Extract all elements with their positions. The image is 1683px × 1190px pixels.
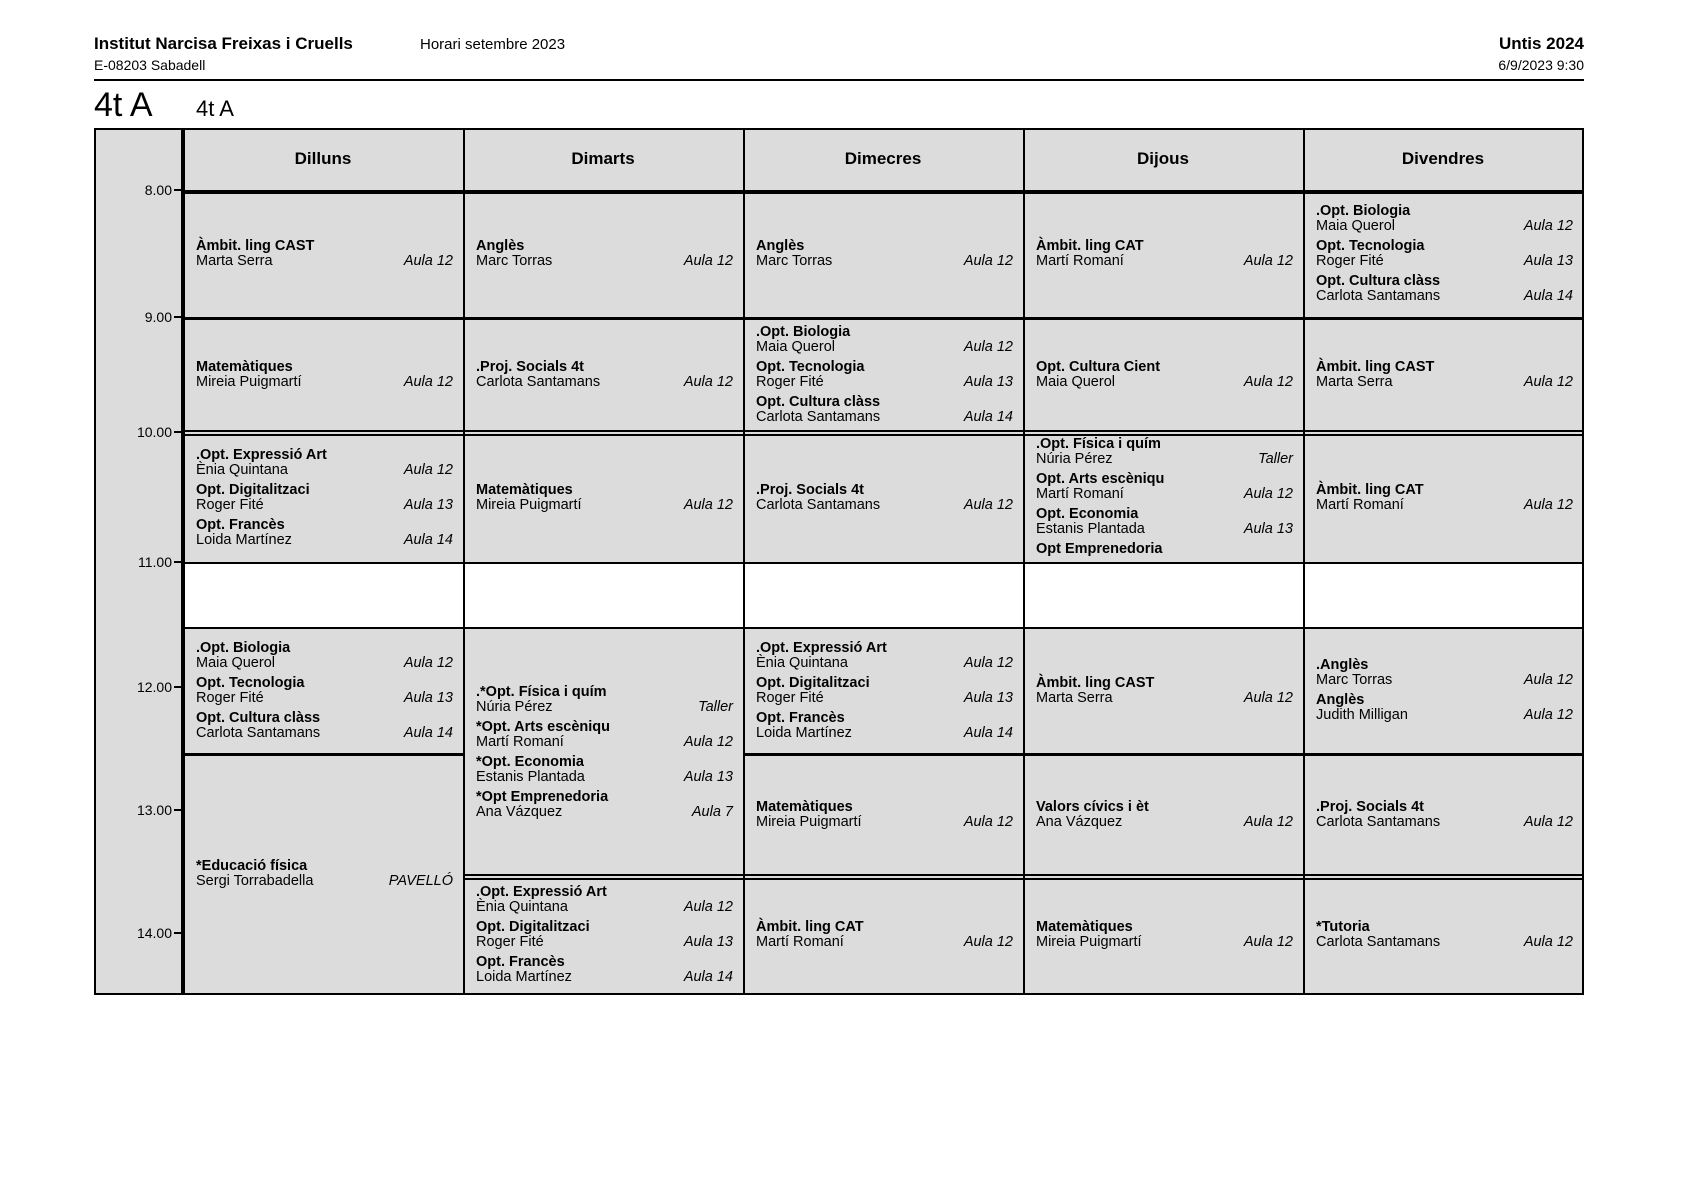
subject-name: Opt. Cultura Cient <box>1036 359 1161 375</box>
room-name: Aula 7 <box>691 803 733 820</box>
subject-name: *Opt. Economia <box>476 753 584 770</box>
lesson-cell <box>463 878 743 991</box>
lesson-cell <box>1023 878 1303 991</box>
teacher-name: Ana Vázquez <box>476 803 563 820</box>
lesson-cell <box>1023 434 1303 560</box>
teacher-name: Carlota Santamans <box>756 496 881 513</box>
teacher-name: Loida Martínez <box>476 969 572 985</box>
teacher-name: Martí Romaní <box>476 733 564 750</box>
lesson-entry <box>196 676 453 705</box>
lesson-entry <box>756 641 1013 670</box>
subject-name: Anglès <box>1316 692 1365 708</box>
school-name: Institut Narcisa Freixas i Cruells <box>94 34 353 53</box>
room-name: Aula 12 <box>963 934 1013 950</box>
room-name: Aula 12 <box>683 733 733 750</box>
lesson-cell <box>1303 319 1583 430</box>
room-name: Aula 12 <box>1523 934 1573 950</box>
subject-name: Àmbit. ling CAST <box>1036 674 1155 691</box>
teacher-name: Mireia Puigmartí <box>756 814 862 830</box>
teacher-name: Estanis Plantada <box>476 768 585 785</box>
subject-name: .Opt. Biologia <box>1316 203 1411 219</box>
room-name: Aula 12 <box>963 814 1013 830</box>
lesson-entry <box>1316 483 1573 512</box>
room-name: Aula 12 <box>1523 374 1573 390</box>
school-code: E-08203 Sabadell <box>94 57 206 73</box>
lesson-cell <box>743 319 1023 430</box>
subject-name: Àmbit. ling CAT <box>1316 481 1424 498</box>
lesson-cell <box>743 434 1023 560</box>
lesson-entry <box>476 483 733 512</box>
room-name: Aula 12 <box>403 461 453 478</box>
grid-line-h <box>743 753 1584 756</box>
subject-name: Anglès <box>476 238 525 254</box>
subject-name: Opt. Digitalitzaci <box>476 919 590 935</box>
class-subtitle: 4t A <box>196 96 234 121</box>
subject-name: Àmbit. ling CAST <box>1316 359 1435 375</box>
room-name: Aula 14 <box>403 531 453 548</box>
time-label: 13.00 <box>136 802 172 818</box>
room-name: PAVELLÓ <box>388 872 453 889</box>
lesson-cell <box>183 319 463 430</box>
lesson-cell <box>463 629 743 874</box>
grid-line-h <box>94 128 1584 130</box>
day-header-divendres: Divendres <box>1401 149 1485 168</box>
teacher-name: Marc Torras <box>476 253 553 269</box>
time-label: 9.00 <box>144 309 172 325</box>
grid-line-h <box>94 993 1584 995</box>
grid-line-h <box>181 753 464 756</box>
subject-name: Matemàtiques <box>756 799 853 815</box>
subject-name: .Opt. Biologia <box>196 639 291 656</box>
lesson-entry <box>1036 542 1293 557</box>
room-name: Aula 12 <box>1523 218 1573 234</box>
lesson-entry <box>756 483 1013 512</box>
subject-name: Opt. Tecnologia <box>756 359 865 375</box>
lesson-entry <box>476 955 733 984</box>
room-name: Aula 12 <box>1243 253 1293 269</box>
lesson-entry <box>1316 658 1573 687</box>
break-cell <box>1023 562 1303 627</box>
subject-name: *Educació física <box>196 857 308 874</box>
teacher-name: Maia Querol <box>756 339 835 355</box>
teacher-name: Núria Pérez <box>1036 451 1113 467</box>
room-name: Aula 12 <box>1243 486 1293 502</box>
grid-line-h <box>181 190 1584 194</box>
grid-line-h-double <box>181 430 1584 436</box>
lesson-cell <box>1023 192 1303 315</box>
grid-line-h <box>181 562 1584 564</box>
lesson-cell <box>743 878 1023 991</box>
subject-name: .Opt. Expressió Art <box>756 639 887 656</box>
subject-name: Opt. Tecnologia <box>1316 238 1425 254</box>
subject-name: *Opt. Arts escèniqu <box>476 718 611 735</box>
day-header-dilluns: Dilluns <box>294 149 352 168</box>
teacher-name: Martí Romaní <box>1316 496 1404 513</box>
lesson-cell <box>1023 319 1303 430</box>
room-name: Aula 13 <box>963 374 1013 390</box>
subject-name: *Tutoria <box>1316 919 1370 935</box>
teacher-name: Carlota Santamans <box>1316 288 1441 304</box>
lesson-cell <box>1023 629 1303 751</box>
break-cell <box>743 562 1023 627</box>
teacher-name: Mireia Puigmartí <box>1036 934 1142 950</box>
lesson-entry <box>756 239 1013 268</box>
lesson-entry <box>756 395 1013 424</box>
lesson-entry <box>476 885 733 914</box>
break-cell <box>1303 562 1583 627</box>
subject-name: Opt. Arts escèniqu <box>1036 471 1165 487</box>
room-name: Aula 12 <box>1243 934 1293 950</box>
teacher-name: Loida Martínez <box>756 724 852 741</box>
lesson-entry <box>476 755 733 784</box>
teacher-name: Marc Torras <box>1316 672 1393 688</box>
lesson-entry <box>196 239 453 268</box>
subject-name: Opt. Tecnologia <box>196 674 305 691</box>
subject-name: .Proj. Socials 4t <box>476 359 584 375</box>
room-name: Taller <box>1258 451 1293 467</box>
lesson-entry <box>1036 676 1293 705</box>
grid-line-h <box>181 627 1584 629</box>
time-label: 8.00 <box>144 182 172 198</box>
grid-line-v <box>94 128 96 995</box>
lesson-cell <box>1303 755 1583 874</box>
teacher-name: Martí Romaní <box>1036 486 1124 502</box>
lesson-cell <box>1023 755 1303 874</box>
room-name: Aula 14 <box>683 969 733 985</box>
room-name: Aula 13 <box>1243 521 1293 537</box>
lesson-cell <box>183 192 463 315</box>
room-name: Aula 12 <box>1243 814 1293 830</box>
room-name: Aula 12 <box>683 374 733 390</box>
subject-name: Opt. Francès <box>476 954 565 970</box>
lesson-entry <box>476 720 733 749</box>
lesson-entry <box>756 920 1013 949</box>
day-header-dijous: Dijous <box>1137 149 1189 168</box>
subject-name: *Opt Emprenedoria <box>476 788 609 805</box>
lesson-entry <box>1036 360 1293 389</box>
teacher-name: Roger Fité <box>196 689 264 706</box>
lesson-entry <box>1036 239 1293 268</box>
time-label: 12.00 <box>136 679 172 695</box>
lesson-entry <box>1036 507 1293 536</box>
teacher-name: Ènia Quintana <box>476 899 568 915</box>
room-name: Aula 13 <box>403 496 453 513</box>
teacher-name: Loida Martínez <box>196 531 292 548</box>
teacher-name: Carlota Santamans <box>1316 934 1441 950</box>
lesson-entry <box>196 711 453 740</box>
room-name: Aula 12 <box>963 496 1013 513</box>
teacher-name: Marta Serra <box>1316 374 1393 390</box>
time-label: 10.00 <box>136 424 172 440</box>
lesson-entry <box>196 448 453 477</box>
subject-name: Anglès <box>756 238 805 254</box>
subject-name: Opt. Digitalitzaci <box>756 674 870 691</box>
lesson-entry <box>1316 239 1573 268</box>
lesson-entry <box>196 483 453 512</box>
lesson-entry <box>1036 472 1293 501</box>
lesson-entry <box>196 518 453 547</box>
room-name: Aula 12 <box>963 654 1013 671</box>
lesson-entry <box>1036 920 1293 949</box>
room-name: Aula 14 <box>403 724 453 741</box>
room-name: Aula 12 <box>1523 707 1573 723</box>
break-cell <box>463 562 743 627</box>
lesson-entry <box>756 711 1013 740</box>
subject-name: .Opt. Biologia <box>756 324 851 340</box>
teacher-name: Estanis Plantada <box>1036 521 1145 537</box>
subject-name: .Opt. Expressió Art <box>476 884 607 900</box>
room-name: Taller <box>698 698 733 715</box>
teacher-name: Roger Fité <box>196 496 264 513</box>
lesson-entry <box>756 676 1013 705</box>
lesson-entry <box>476 685 733 714</box>
teacher-name: Roger Fité <box>476 934 544 950</box>
subject-name: Matemàtiques <box>476 481 573 498</box>
subject-name: Opt. Cultura clàss <box>1316 273 1441 289</box>
generated-datetime: 6/9/2023 9:30 <box>1498 57 1584 73</box>
teacher-name: Maia Querol <box>1036 374 1115 390</box>
grid-line-h <box>181 317 1584 320</box>
break-cell <box>183 562 463 627</box>
room-name: Aula 14 <box>963 724 1013 741</box>
teacher-name: Mireia Puigmartí <box>196 374 302 390</box>
teacher-name: Marta Serra <box>1036 689 1113 706</box>
room-name: Aula 12 <box>1243 374 1293 390</box>
lesson-entry <box>1316 360 1573 389</box>
lesson-cell <box>743 192 1023 315</box>
room-name: Aula 12 <box>403 253 453 269</box>
teacher-name: Martí Romaní <box>756 934 844 950</box>
subject-name: .Proj. Socials 4t <box>756 481 864 498</box>
teacher-name: Roger Fité <box>756 374 824 390</box>
time-label: 11.00 <box>138 554 172 570</box>
document-title: Horari setembre 2023 <box>420 36 566 53</box>
lesson-entry <box>1036 800 1293 829</box>
room-name: Aula 12 <box>1523 814 1573 830</box>
subject-name: Opt. Cultura clàss <box>756 394 881 410</box>
subject-name: Matemàtiques <box>196 359 293 375</box>
lesson-entry <box>476 360 733 389</box>
subject-name: .*Opt. Física i quím <box>476 683 607 700</box>
room-name: Aula 12 <box>963 339 1013 355</box>
lesson-cell <box>1303 192 1583 315</box>
subject-name: Opt. Francès <box>756 709 845 726</box>
lesson-entry <box>1316 920 1573 949</box>
lesson-entry <box>196 641 453 670</box>
lesson-entry <box>1036 437 1293 466</box>
lesson-entry <box>476 920 733 949</box>
lesson-cell <box>463 192 743 315</box>
room-name: Aula 12 <box>683 253 733 269</box>
subject-name: Àmbit. ling CAST <box>196 238 315 254</box>
room-name: Aula 12 <box>403 654 453 671</box>
room-name: Aula 13 <box>683 934 733 950</box>
room-name: Aula 12 <box>1523 496 1573 513</box>
room-name: Aula 12 <box>403 374 453 390</box>
teacher-name: Maia Querol <box>1316 218 1395 234</box>
room-name: Aula 13 <box>403 689 453 706</box>
room-name: Aula 14 <box>963 409 1013 425</box>
lesson-cell <box>1303 878 1583 991</box>
lesson-entry <box>1316 693 1573 722</box>
room-name: Aula 13 <box>1523 253 1573 269</box>
lesson-cell <box>183 629 463 751</box>
teacher-name: Roger Fité <box>1316 253 1384 269</box>
grid-line-h-double <box>463 874 1584 880</box>
teacher-name: Carlota Santamans <box>1316 814 1441 830</box>
lesson-entry <box>196 859 453 888</box>
lesson-entry <box>196 360 453 389</box>
lesson-entry <box>476 790 733 819</box>
subject-name: Àmbit. ling CAT <box>756 919 864 935</box>
teacher-name: Ana Vázquez <box>1036 814 1123 830</box>
subject-name: Opt. Economia <box>1036 506 1139 522</box>
room-name: Aula 12 <box>1523 672 1573 688</box>
teacher-name: Carlota Santamans <box>756 409 881 425</box>
subject-name: .Opt. Física i quím <box>1036 436 1161 452</box>
lesson-entry <box>1316 204 1573 233</box>
teacher-name: Carlota Santamans <box>476 374 601 390</box>
room-name: Aula 12 <box>683 899 733 915</box>
lesson-cell <box>463 319 743 430</box>
day-header-dimarts: Dimarts <box>571 149 635 168</box>
lesson-cell <box>1303 629 1583 751</box>
subject-name: .Opt. Expressió Art <box>196 446 327 463</box>
subject-name: Opt. Digitalitzaci <box>196 481 310 498</box>
day-header-dimecres: Dimecres <box>844 149 922 168</box>
lesson-entry <box>476 239 733 268</box>
lesson-cell <box>743 755 1023 874</box>
lesson-cell <box>463 434 743 560</box>
room-name: Aula 13 <box>683 768 733 785</box>
subject-name: Matemàtiques <box>1036 919 1133 935</box>
teacher-name: Marc Torras <box>756 253 833 269</box>
lesson-cell <box>1303 434 1583 560</box>
lesson-cell <box>743 629 1023 751</box>
untis-brand: Untis 2024 <box>1498 34 1584 53</box>
teacher-name: Roger Fité <box>756 689 824 706</box>
header-rule <box>94 79 1584 81</box>
class-title: 4t A <box>94 86 153 124</box>
teacher-name: Ènia Quintana <box>756 654 848 671</box>
lesson-cell <box>183 434 463 560</box>
subject-name: Valors cívics i èt <box>1036 799 1149 815</box>
teacher-name: Marta Serra <box>196 253 273 269</box>
lesson-entry <box>1316 800 1573 829</box>
teacher-name: Sergi Torrabadella <box>196 872 314 889</box>
lesson-entry <box>756 800 1013 829</box>
subject-name: Àmbit. ling CAT <box>1036 238 1144 254</box>
subject-name: Opt. Cultura clàss <box>196 709 321 726</box>
subject-name: .Anglès <box>1316 657 1369 673</box>
teacher-name: Maia Querol <box>196 654 275 671</box>
lesson-entry <box>1316 274 1573 303</box>
lesson-entry <box>756 360 1013 389</box>
lesson-entry <box>756 325 1013 354</box>
time-label: 14.00 <box>136 925 172 941</box>
timetable-grid <box>94 128 1584 995</box>
subject-name: Opt. Francès <box>196 516 285 533</box>
teacher-name: Judith Milligan <box>1316 707 1408 723</box>
room-name: Aula 13 <box>963 689 1013 706</box>
teacher-name: Mireia Puigmartí <box>476 496 582 513</box>
teacher-name: Martí Romaní <box>1036 253 1124 269</box>
teacher-name: Carlota Santamans <box>196 724 321 741</box>
room-name: Aula 14 <box>1523 288 1573 304</box>
teacher-name: Núria Pérez <box>476 698 553 715</box>
subject-name: .Proj. Socials 4t <box>1316 799 1424 815</box>
lesson-cell <box>183 755 463 991</box>
teacher-name: Ènia Quintana <box>196 461 288 478</box>
room-name: Aula 12 <box>963 253 1013 269</box>
room-name: Aula 12 <box>683 496 733 513</box>
subject-name: Opt Emprenedoria <box>1036 541 1163 557</box>
room-name: Aula 12 <box>1243 689 1293 706</box>
